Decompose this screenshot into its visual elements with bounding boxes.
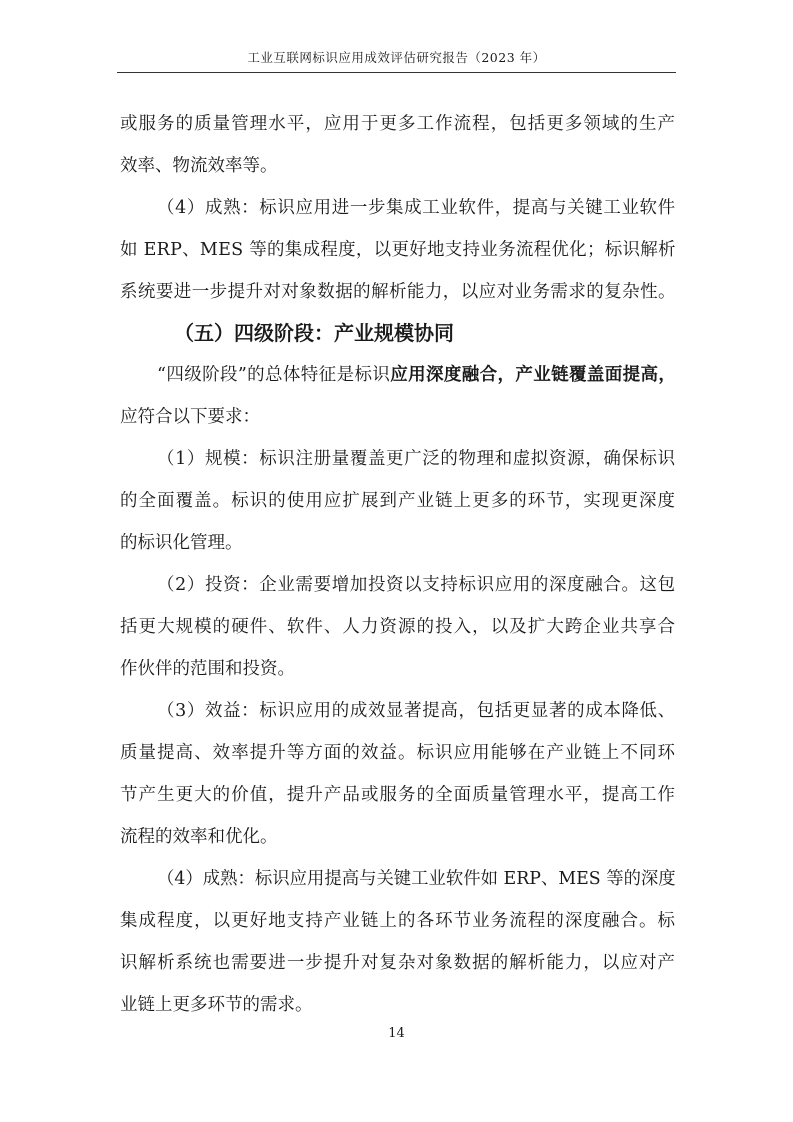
text-line: 如 ERP、MES 等的集成程度，以更好地支持业务流程优化；标识解析 — [120, 240, 676, 260]
text-line: 作伙伴的范围和投资。 — [120, 659, 295, 679]
running-header: 工业互联网标识应用成效评估研究报告（2023 年） — [247, 50, 546, 65]
text-line: （3）效益：标识应用的成效显著提高，包括更显著的成本降低、 — [157, 701, 676, 721]
text-line: （1）规模：标识注册量覆盖更广泛的物理和虚拟资源，确保标识 — [157, 449, 676, 469]
text-line: 流程的效率和优化。 — [120, 827, 278, 847]
text-line: （2）投资：企业需要增加投资以支持标识应用的深度融合。这包 — [157, 575, 676, 595]
section-heading: （五）四级阶段：产业规模协同 — [174, 321, 454, 345]
text-line: 的全面覆盖。标识的使用应扩展到产业链上更多的环节，实现更深度 — [120, 491, 677, 511]
text-line: 识解析系统也需要进一步提升对复杂对象数据的解析能力，以应对产 — [120, 953, 677, 973]
text-line: 应符合以下要求： — [120, 407, 260, 427]
text-line: 业链上更多环节的需求。 — [120, 995, 313, 1015]
emphasis-text: 应用深度融合，产业链覆盖面提高， — [390, 365, 677, 385]
text-span: “四级阶段”的总体特征是标识 — [157, 365, 391, 385]
text-line: （4）成熟：标识应用提高与关键工业软件如 ERP、MES 等的深度 — [157, 869, 676, 889]
header-rule — [117, 72, 676, 73]
text-line: 括更大规模的硬件、软件、人力资源的投入，以及扩大跨企业共享合 — [120, 617, 677, 637]
text-line: 的标识化管理。 — [120, 533, 243, 553]
text-line: 效率、物流效率等。 — [120, 156, 278, 176]
text-line: 质量提高、效率提升等方面的效益。标识应用能够在产业链上不同环 — [120, 743, 677, 763]
text-line — [157, 360, 676, 390]
text-line: 系统要进一步提升对对象数据的解析能力，以应对业务需求的复杂性。 — [120, 282, 676, 302]
page-number: 14 — [388, 1026, 405, 1041]
text-line: 或服务的质量管理水平，应用于更多工作流程，包括更多领域的生产 — [120, 114, 677, 134]
text-line: 集成程度，以更好地支持产业链上的各环节业务流程的深度融合。标 — [120, 911, 677, 931]
text-line: （4）成熟：标识应用进一步集成工业软件，提高与关键工业软件 — [157, 198, 676, 218]
text-line: 节产生更大的价值，提升产品或服务的全面质量管理水平，提高工作 — [120, 785, 677, 805]
